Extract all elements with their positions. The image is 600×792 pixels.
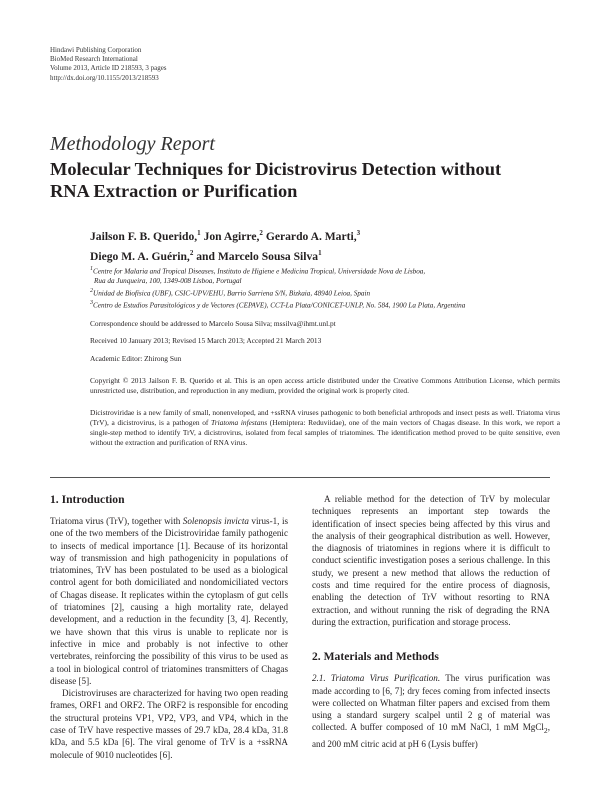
author-affiliation-marker: 1 [197,229,201,237]
species-name: Triatoma infestans [211,418,268,427]
author-affiliation-marker: 2 [189,248,194,257]
affiliation-continuation: Rua da Junqueira, 100, 1349-008 Lisboa, Portugal [94,277,242,286]
right-column [312,493,550,750]
author-name: Diego M. A. Guérin, [90,249,190,263]
author-affiliation-marker: 3 [356,229,361,237]
affiliation-number: 2 [90,287,93,294]
body-paragraph [312,672,550,750]
paragraph-text: The virus purification was made according to [6, 7]; dry feces coming from infected insects were collected on Whatman filter papers and excised from them using a standard surgery scalpel until 2 g of material was collected. A buffer composed of 10 mM NaCl, 1 mM MgCl [312,673,550,733]
submission-dates: Received 10 January 2013; Revised 15 March 2013; Accepted 21 March 2013 [90,336,322,345]
volume-info: Volume 2013, Article ID 218593, 3 pages [50,64,167,73]
affiliation [90,299,570,311]
author-name: and Marcelo Sousa Silva [196,249,319,263]
affiliation [90,265,570,277]
correspondence-line: Correspondence should be addressed to Marcelo Sousa Silva; mssilva@ihmt.unl.pt [90,319,336,328]
journal-masthead [50,46,167,83]
affiliation-number: 3 [90,300,93,307]
author-affiliation-marker: 1 [318,248,322,257]
affiliation-text: Centre for Malaria and Tropical Diseases, Instituto de Higiene e Medicina Tropical, Universidade Nova de Lisboa, [93,267,426,276]
affiliation-text: Unidad de Biofísica (UBF), CSIC-UPV/EHU, Barrio Sarriena S/N, Bizkaia, 48940 Leioa, Spain [93,289,371,298]
academic-editor: Academic Editor: Zhirong Sun [90,354,182,363]
abstract [90,408,560,448]
left-column [50,493,288,761]
publisher-name: Hindawi Publishing Corporation [50,46,142,54]
body-paragraph: A reliable method for the detection of TrV by molecular techniques represents an important step towards the identification of insect species being affected by this virus and the analysis of their geographical distribution as well. However, the diagnosis of triatomines in regions where it is difficult to conduct scientific investigation poses a serious challenge. In this study, we present a new method that allows the reduction of costs and time required for the entire process of diagnosis, enabling the detection of TrV without resorting to RNA extraction, and without running the risk of degrading the RNA during the extraction, purification and storage process. [312,494,550,627]
affiliation-number: 1 [90,266,93,272]
section-heading-introduction: 1. Introduction [50,493,125,506]
subsection-label: 2.1. Triatoma Virus Purification. [312,673,441,684]
affiliation-text: Centro de Estudios Parasitológicos y de Vectores (CEPAVE), CCT-La Plata/CONICET-UNLP, No. 584, 1900 La Plata, Argentina [93,301,466,310]
copyright-notice: Copyright © 2013 Jailson F. B. Querido et al. This is an open access article distributed under the Creative Commons Attribution License, which permits unrestricted use, distribution, and reproduction in any medium, provided the original work is properly cited. [90,376,560,395]
affiliation [90,287,570,299]
author-name: Jailson F. B. Querido, [90,229,198,243]
article-type: Methodology Report [50,133,215,155]
author-name: Gerardo A. Marti, [265,229,357,243]
author-name: Jon Agirre, [203,229,260,243]
affiliation-list [90,265,570,311]
section-heading-methods: 2. Materials and Methods [312,650,439,664]
paragraph-text: Triatoma virus (TrV), together with [50,516,183,526]
article-title: Molecular Techniques for Dicistrovirus Detection without RNA Extraction or Purification [50,159,502,201]
abstract-text: Dicistroviridae is a new family of small, nonenveloped, and +ssRNA viruses pathogenic to both beneficial arthropods and insect pests as well. Triatoma virus (TrV), a dicistrovirus, is a pathogen of [90,408,560,427]
body-paragraph [50,515,288,687]
species-name: Solenopsis invicta [182,516,249,526]
abstract-text: (Hemiptera: Reduviidae), one of the main vectors of Chagas disease. In this work, we report a single-step method to identify TrV, a dicistrovirus, isolated from fecal samples of triatomines. The identification method proved to be quite sensitive, even without the extraction and purification of RNA virus. [90,418,560,447]
journal-name: BioMed Research International [50,55,138,64]
paragraph-text: , and 200 mM citric acid at pH 6 (Lysis buffer) [312,722,550,749]
subscript: 2 [543,726,548,736]
doi-link[interactable]: http://dx.doi.org/10.1155/2013/218593 [50,73,159,82]
author-affiliation-marker: 2 [259,229,263,237]
author-list [90,225,560,265]
paragraph-text: virus-1, is one of the two members of the Dicistroviridae family pathogenic to insects of medical importance [1]. Because of its horizontal way of transmission and high pathogenicity in populations of triatomines, TrV has been postulated to be used as a biological control agent for both domiciliated and nondomiciliated vectors of Chagas disease. It replicates within the cytoplasm of gut cells of triatomines [2], causing a high mortality rate, delayed development, and a reduction in the fecundity [3, 4]. Recently, we have shown that this virus is unable to replicate nor is infective in mice and probably is not infective to other vertebrates, reinforcing the possibility of this virus to be used as a tool in biological control of triatomines transmitters of Chagas disease [5]. [50,516,289,686]
body-paragraph: Dicistroviruses are characterized for having two open reading frames, ORF1 and ORF2. The ORF2 is responsible for encoding the structural proteins VP1, VP2, VP3, and VP4, which in the case of TrV have respective masses of 29.7 kDa, 28.4 kDa, 31.8 kDa, and 5.5 kDa [6]. The viral genome of TrV is a +ssRNA molecule of 9010 nucleotides [6]. [50,688,288,760]
section-divider [50,477,550,478]
